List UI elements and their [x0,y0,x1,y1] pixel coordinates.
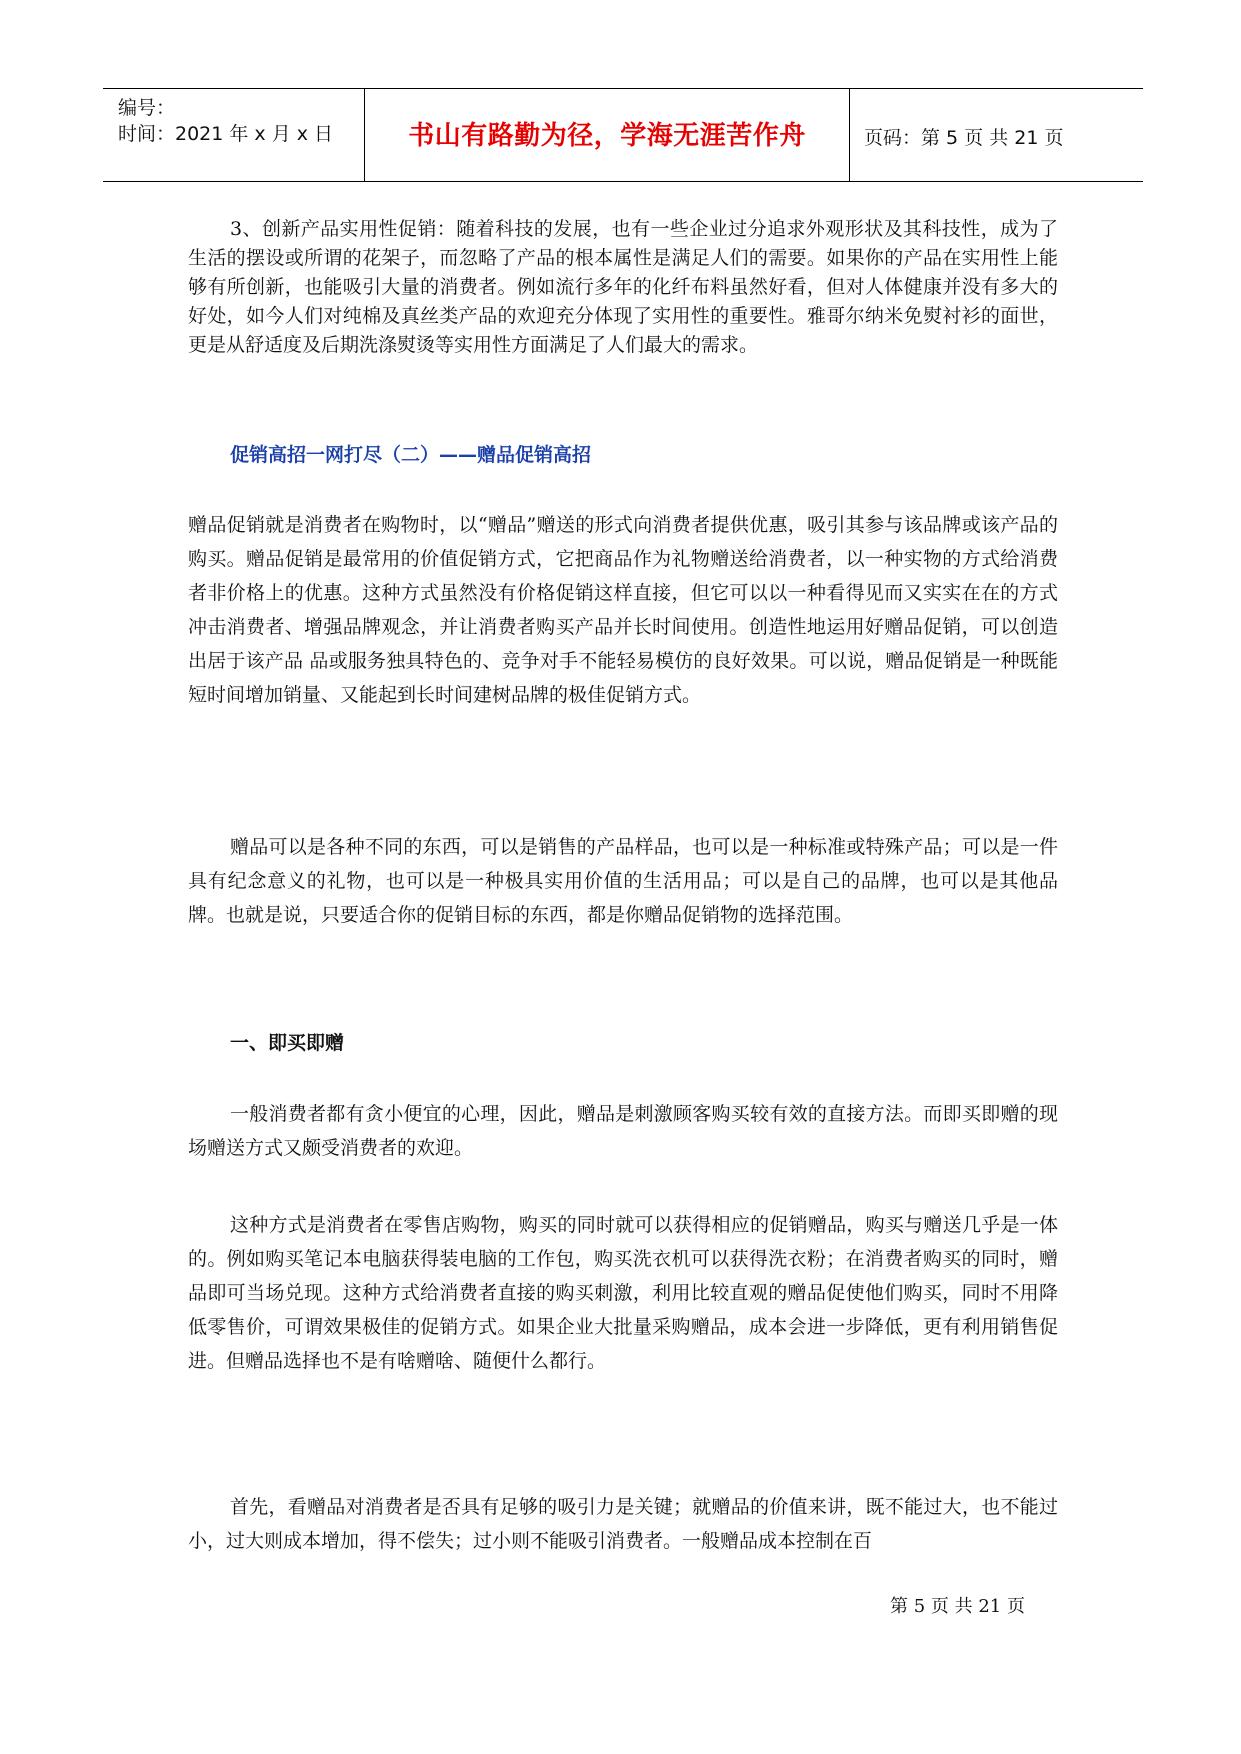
page-footer: 第 5 页 共 21 页 [890,1596,1025,1617]
paragraph-4: 一般消费者都有贪小便宜的心理，因此，赠品是刺激顾客购买较有效的直接方法。而即买即赠的现场赠送方式又颇受消费者的欢迎。 [188,1103,1058,1159]
section-heading: 促销高招一网打尽（二）——赠品促销高招 [230,444,592,466]
header-page-cell [850,89,1143,181]
paragraph-6: 首先，看赠品对消费者是否具有足够的吸引力是关键；就赠品的价值来讲，既不能过大，也不能过小，过大则成本增加，得不偿失；过小则不能吸引消费者。一般赠品成本控制在百 [188,1496,1058,1552]
page-header [103,88,1143,182]
paragraph-3: 赠品可以是各种不同的东西，可以是销售的产品样品，也可以是一种标准或特殊产品；可以是一件具有纪念意义的礼物，也可以是一种极具实用价值的生活用品；可以是自己的品牌，也可以是其他品牌。也就是说，只要适合你的促销目标的东西，都是你赠品促销物的选择范围。 [188,836,1058,926]
page-label: 页码：第 5 页 共 21 页 [864,127,1064,149]
paragraph-2: 赠品促销就是消费者在购物时，以“赠品”赠送的形式向消费者提供优惠，吸引其参与该品牌或该产品的购买。赠品促销是最常用的价值促销方式，它把商品作为礼物赠送给消费者，以一种实物的方式给消费者非价格上的优惠。这种方式虽然没有价格促销这样直接，但它可以以一种看得见而又实实在在的方式冲击消费者、增强品牌观念，并让消费者购买产品并长时间使用。创造性地运用好赠品促销，可以创造出居于该产品 品或服务独具特色的、竞争对手不能轻易模仿的良好效果。可以说，赠品促销是一种既能短时间增加销量、又能起到长时间建树品牌的极佳促销方式。 [188,514,1058,706]
paragraph-1: 3、创新产品实用性促销：随着科技的发展，也有一些企业过分追求外观形状及其科技性，成为了生活的摆设或所谓的花架子，而忽略了产品的根本属性是满足人们的需要。如果你的产品在实用性上能够有所创新，也能吸引大量的消费者。例如流行多年的化纤布料虽然好看，但对人体健康并没有多大的好处，如今人们对纯棉及真丝类产品的欢迎充分体现了实用性的重要性。雅哥尔纳米免熨衬衫的面世，更是从舒适度及后期洗涤熨烫等实用性方面满足了人们最大的需求。 [188,218,1058,356]
paragraph-5: 这种方式是消费者在零售店购物，购买的同时就可以获得相应的促销赠品，购买与赠送几乎是一体的。例如购买笔记本电脑获得装电脑的工作包，购买洗衣机可以获得洗衣粉；在消费者购买的同时，赠品即可当场兑现。这种方式给消费者直接的购买刺激，利用比较直观的赠品促使他们购买，同时不用降低零售价，可谓效果极佳的促销方式。如果企业大批量采购赠品，成本会进一步降低，更有利用销售促进。但赠品选择也不是有啥赠啥、随便什么都行。 [188,1214,1058,1372]
subheading: 一、即买即赠 [230,1032,345,1054]
time-label: 时间：2021 年 x 月 x 日 [118,123,334,145]
number-label: 编号： [118,97,176,119]
motto: 书山有路勤为径，学海无涯苦作舟 [408,121,806,151]
header-motto-cell [365,89,850,181]
header-meta [103,89,365,181]
